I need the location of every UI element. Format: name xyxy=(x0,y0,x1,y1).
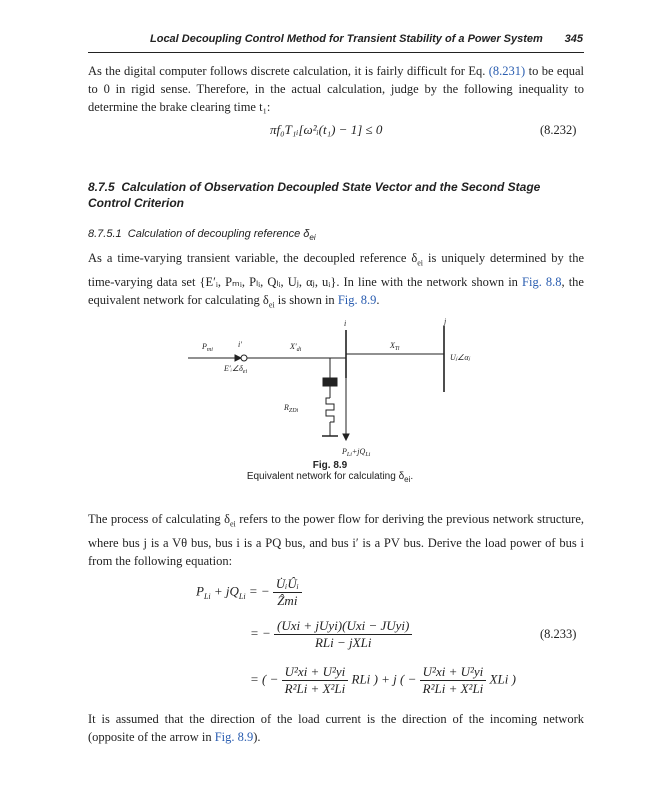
breaker-block xyxy=(323,378,337,386)
paragraph-2: As a time-varying transient variable, the decoupled reference $\delta_{ei}$ is uniquely determined by the time-varying data set {E′ᵢ, Pₘᵢ, Pₗᵢ, Qₗᵢ, Uⱼ, αⱼ, uᵢ}. In line with the network shown in Fig. 8.8, the equivalent network for calculating $\delta_{ei}$ is shown in Fig. 8.9. xyxy=(88,251,584,309)
pmi-label: $P_{mi}$ xyxy=(202,342,213,353)
bus-j-label: j xyxy=(444,318,447,326)
resistor-zigzag xyxy=(326,398,334,422)
figure-link[interactable]: Fig. 8.9 xyxy=(337,292,377,307)
paragraph-4: It is assumed that the direction of the load current is the direction of the incoming network (opposite of the arrow in Fig. 8.9). xyxy=(88,712,584,744)
equivalent-network-figure xyxy=(180,318,480,468)
running-title: Local Decoupling Control Method for Transient Stability of a Power System xyxy=(150,33,543,45)
equation-8-233-line-2: = − $\frac{\text{(Uxi + jUyi)(Uxi − JUyi)}}{\text{RLi − jXLi}}$ xyxy=(250,618,412,651)
load-arrow-head xyxy=(343,434,349,440)
bus-node xyxy=(241,355,247,361)
figure-caption-title: Fig. 8.9 xyxy=(312,460,348,471)
paragraph-3: The process of calculating $\delta_{ei}$ refers to the power flow for deriving the previous network structure, where bus j is a Vθ bus, bus i is a PQ bus, and bus i′ is a PV bus. Derive the load power of bus i from the following equation: xyxy=(88,512,584,568)
equation-link[interactable]: (8.231) xyxy=(488,64,526,78)
figure-caption xyxy=(180,460,480,484)
load-label: $P_{Li}+jQ_{Li}$ xyxy=(342,447,371,458)
figure-link[interactable]: Fig. 8.9 xyxy=(214,730,254,744)
running-header xyxy=(150,33,583,45)
rzdi-label: $R_{ZDi}$ xyxy=(284,403,299,414)
figure-caption-text: Equivalent network for calculating $\delta_{ei}$. xyxy=(246,471,414,484)
equation-number: (8.233) xyxy=(540,627,577,641)
subsection-heading: 8.7.5.1 Calculation of decoupling reference $\delta_{ei}$ xyxy=(88,228,316,243)
i-prime-label: i′ xyxy=(238,340,242,349)
uj-label: Uⱼ∠αⱼ xyxy=(450,353,470,362)
ei-label: $E'ᵢ\angle\delta_{ei}$ xyxy=(224,364,248,375)
equation-8-233-line-3: = ( − $\frac{\text{U²xi + U²yi}}{\text{R²Li + X²Li}}$ RLi ) + j ( − $\frac{\text{U²xi + U²yi}}{\text{R²Li + X²Li}}$ XLi ) xyxy=(250,664,516,696)
page-number: 345 xyxy=(564,33,583,45)
paragraph-1: As the digital computer follows discrete calculation, it is fairly difficult for Eq. (8.231) to be equal to 0 in rigid sense. Therefore, in the actual calculation, judge by the following inequality to determine the brake clearing time t₁: xyxy=(88,64,584,114)
xti-label: $X_{Ti}$ xyxy=(390,341,400,352)
bus-i-label: i xyxy=(344,319,347,328)
arrow-head xyxy=(235,355,241,361)
xdi-label: $X'_{di}$ xyxy=(290,342,302,353)
equation-number: (8.232) xyxy=(540,123,577,137)
section-heading: 8.7.5 Calculation of Observation Decoupled State Vector and the Second Stage Control Criterion xyxy=(88,180,541,210)
equation-8-232: πf₀T₁ᵢ[ω²ᵢ(t₁) − 1] ≤ 0 xyxy=(270,122,383,137)
equation-8-233-line-1: $P_{Li} + jQ_{Li}$ = − $\frac{\text{U̇ᵢÛᵢ}}{\text{Ẑmi}}$ xyxy=(196,576,302,609)
figure-link[interactable]: Fig. 8.8 xyxy=(522,274,562,289)
header-rule xyxy=(88,52,584,53)
